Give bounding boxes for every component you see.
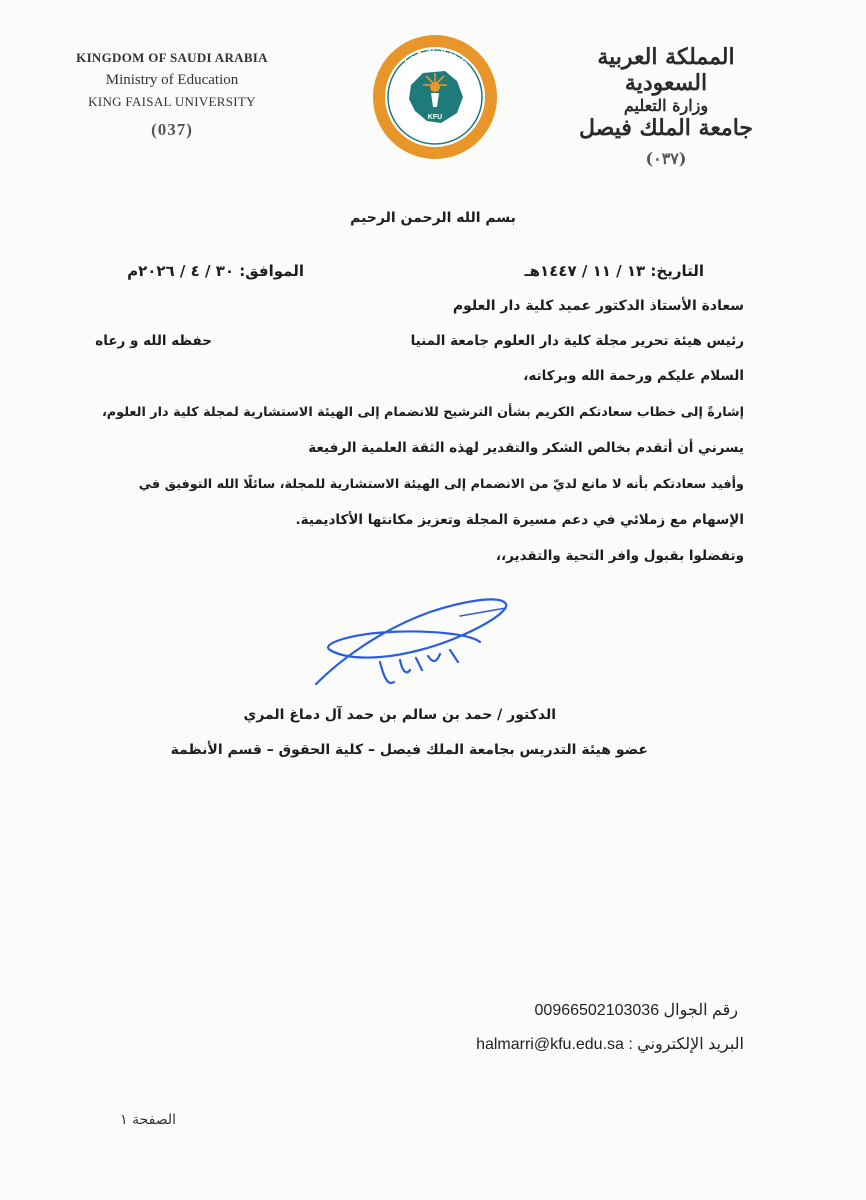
email-value[interactable]: halmarri@kfu.edu.sa — [476, 1036, 624, 1053]
basmala: بسم الله الرحمن الرحيم — [350, 210, 516, 226]
paragraph-1: إشارةً إلى خطاب سعادتكم الكريم بشأن الترشيح للانضمام إلى الهيئة الاستشارية لمجلة كلية دار العلوم، — [101, 405, 744, 420]
header-en-university: KING FAISAL UNIVERSITY — [88, 94, 256, 109]
email-label: البريد الإلكتروني : — [628, 1036, 744, 1053]
header-ar-ministry: وزارة التعليم — [623, 96, 709, 115]
header-en-code: (037) — [151, 120, 193, 139]
phone-value: 00966502103036 — [534, 1002, 660, 1019]
date-gregorian: الموافق: ٣٠ / ٤ / ٢٠٢٦م — [127, 262, 304, 280]
university-logo — [371, 33, 499, 161]
signatory-name: الدكتور / حمد بن سالم بن حمد آل دماغ المري — [243, 707, 556, 723]
paragraph-2: يسرني أن أتقدم بخالص الشكر والتقدير لهذه الثقة العلمية الرفيعة — [308, 440, 744, 456]
paragraph-3: وأفيد سعادتكم بأنه لا مانع لديّ من الانضمام إلى الهيئة الاستشارية للمجلة، سائلًا الله التوفيق في — [138, 477, 744, 492]
header-ar-university: جامعة الملك فيصل — [578, 115, 754, 141]
handwritten-signature — [310, 590, 520, 690]
page-number: الصفحة ١ — [120, 1112, 176, 1128]
recipient-line-2: رئيس هيئة تحرير مجلة كلية دار العلوم جامعة المنيا — [410, 333, 744, 349]
arabic-letterhead — [566, 44, 766, 168]
logo-english-arc-text: KING FAISAL UNIVERSITY — [393, 116, 477, 146]
header-en-ministry: Ministry of Education — [105, 72, 239, 88]
recipient-line-1: سعادة الأستاذ الدكتور عميد كلية دار العلوم — [452, 298, 744, 314]
email-line — [476, 1034, 744, 1054]
greeting: السلام عليكم ورحمة الله وبركاته، — [523, 368, 744, 384]
phone-line — [535, 1000, 738, 1020]
header-ar-kingdom: المملكة العربية السعودية — [597, 44, 735, 96]
logo-kfu-badge: KFU — [427, 114, 443, 121]
header-ar-code: (٠٣٧) — [645, 149, 687, 168]
english-letterhead — [72, 50, 272, 140]
paragraph-4: الإسهام مع زملائي في دعم مسيرة المجلة وتعزيز مكانتها الأكاديمية. — [295, 512, 744, 528]
date-hijri: التاريخ: ١٣ / ١١ / ١٤٤٧هـ — [524, 262, 704, 280]
header-en-kingdom: KINGDOM OF SAUDI ARABIA — [76, 50, 268, 65]
blessing: حفظه الله و رعاه — [95, 333, 212, 349]
logo-arabic-arc-text: جامعة الملك فيصل — [399, 45, 472, 68]
closing: وتفضلوا بقبول وافر التحية والتقدير،، — [495, 548, 744, 564]
signatory-title: عضو هيئة التدريس بجامعة الملك فيصل – كلية الحقوق – قسم الأنظمة — [170, 742, 648, 758]
phone-label: رقم الجوال — [663, 1002, 738, 1019]
